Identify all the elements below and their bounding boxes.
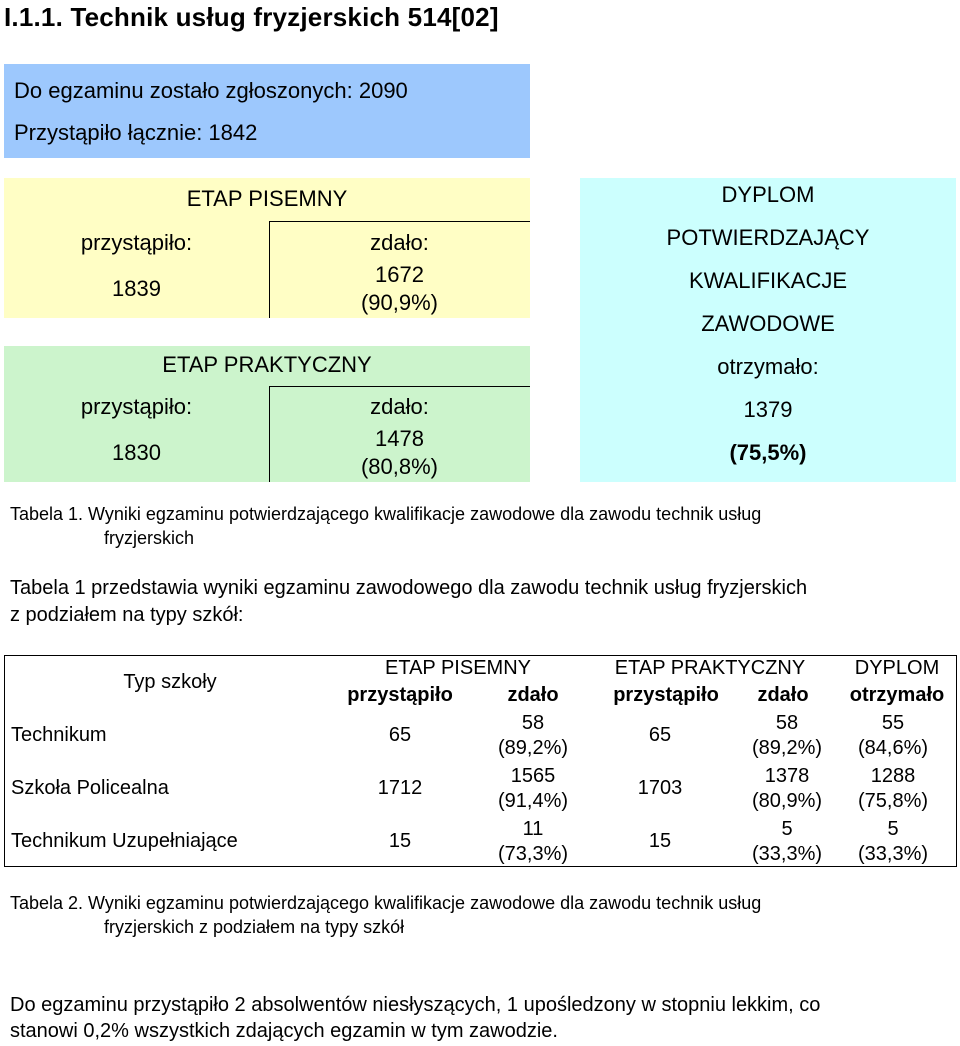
row-practical-passed: 5 bbox=[781, 818, 793, 840]
row-diploma-received: 1288 bbox=[870, 765, 916, 787]
row-written-attended: 15 bbox=[388, 830, 412, 852]
table1-caption-line2: fryzjerskich bbox=[104, 528, 195, 548]
table2-caption-line2: fryzjerskich z podziałem na typy szkół bbox=[104, 917, 405, 937]
results-table bbox=[4, 655, 957, 867]
header-diploma: DYPLOM bbox=[854, 657, 940, 679]
row-written-passed: 11 bbox=[522, 818, 544, 840]
diploma-received-label: otrzymało: bbox=[717, 354, 819, 379]
footer-line1: Do egzaminu przystąpiło 2 absolwentów niesłyszących, 1 upośledzony w stopniu lekkim, co bbox=[10, 994, 821, 1016]
intro-line2: z podziałem na typy szkół: bbox=[10, 604, 244, 626]
sub-header-passed-practical: zdało bbox=[757, 684, 809, 706]
diploma-line-2: POTWIERDZAJĄCY bbox=[666, 225, 870, 250]
row-school-name: Technikum bbox=[11, 724, 107, 746]
sub-header-passed-written: zdało bbox=[507, 684, 559, 706]
diploma-line-4: ZAWODOWE bbox=[701, 311, 835, 336]
sub-header-attended-practical: przystąpiło bbox=[613, 684, 719, 706]
divider bbox=[269, 221, 530, 222]
row-written-passed: 1565 bbox=[510, 765, 556, 787]
row-school-name: Technikum Uzupełniające bbox=[11, 830, 238, 852]
row-written-passed-pct: (73,3%) bbox=[497, 843, 569, 865]
attended-count: Przystąpiło łącznie: 1842 bbox=[14, 120, 258, 145]
sub-header-attended-written: przystąpiło bbox=[347, 684, 453, 706]
summary-box bbox=[4, 64, 530, 158]
row-diploma-received: 5 bbox=[887, 818, 899, 840]
row-diploma-received: 55 bbox=[881, 712, 905, 734]
row-practical-attended: 1703 bbox=[637, 777, 683, 799]
row-practical-passed-pct: (33,3%) bbox=[751, 843, 823, 865]
table2-caption-line1: Tabela 2. Wyniki egzaminu potwierdzającego kwalifikacje zawodowe dla zawodu technik usług bbox=[10, 893, 762, 913]
diploma-line-1: DYPLOM bbox=[721, 182, 815, 207]
row-diploma-received-pct: (84,6%) bbox=[857, 737, 929, 759]
diploma-received-pct: (75,5%) bbox=[729, 440, 807, 465]
row-practical-attended: 15 bbox=[648, 830, 672, 852]
row-diploma-received-pct: (75,8%) bbox=[857, 790, 929, 812]
row-practical-passed: 1378 bbox=[764, 765, 810, 787]
practical-passed-value: 1478 bbox=[375, 426, 424, 451]
diploma-line-3: KWALIFIKACJE bbox=[688, 268, 848, 293]
row-diploma-received-pct: (33,3%) bbox=[857, 843, 929, 865]
row-practical-passed-pct: (80,9%) bbox=[751, 790, 823, 812]
sub-header-received: otrzymało bbox=[849, 684, 945, 706]
divider bbox=[269, 386, 530, 387]
footer-line2: stanowi 0,2% wszystkich zdających egzamin w tym zawodzie. bbox=[10, 1020, 558, 1042]
row-practical-passed: 58 bbox=[775, 712, 799, 734]
written-stage-box bbox=[4, 178, 530, 318]
row-written-passed-pct: (89,2%) bbox=[497, 737, 569, 759]
table1-caption-line1: Tabela 1. Wyniki egzaminu potwierdzającego kwalifikacje zawodowe dla zawodu technik usług bbox=[10, 504, 762, 524]
diploma-received-value: 1379 bbox=[743, 397, 793, 422]
row-written-passed: 58 bbox=[521, 712, 545, 734]
practical-stage-box bbox=[4, 346, 530, 482]
practical-stage-title: ETAP PRAKTYCZNY bbox=[162, 352, 372, 377]
row-written-passed-pct: (91,4%) bbox=[497, 790, 569, 812]
header-written: ETAP PISEMNY bbox=[385, 657, 531, 679]
page-heading: I.1.1. Technik usług fryzjerskich 514[02] bbox=[4, 2, 499, 32]
practical-passed-label: zdało: bbox=[370, 394, 429, 419]
written-attended-value: 1839 bbox=[112, 276, 161, 301]
practical-attended-label: przystąpiło: bbox=[80, 394, 193, 419]
row-written-attended: 1712 bbox=[377, 777, 423, 799]
row-practical-attended: 65 bbox=[648, 724, 672, 746]
row-school-name: Szkoła Policealna bbox=[11, 777, 169, 799]
intro-line1: Tabela 1 przedstawia wyniki egzaminu zawodowego dla zawodu technik usług fryzjerskich bbox=[10, 577, 808, 599]
header-school-type: Typ szkoły bbox=[123, 671, 217, 693]
written-passed-label: zdało: bbox=[370, 230, 429, 255]
written-stage-title: ETAP PISEMNY bbox=[186, 186, 348, 211]
practical-passed-pct: (80,8%) bbox=[360, 454, 439, 479]
row-practical-passed-pct: (89,2%) bbox=[751, 737, 823, 759]
diploma-box bbox=[580, 178, 956, 482]
practical-attended-value: 1830 bbox=[112, 440, 161, 465]
row-written-attended: 65 bbox=[388, 724, 412, 746]
written-passed-value: 1672 bbox=[375, 262, 424, 287]
header-practical: ETAP PRAKTYCZNY bbox=[614, 657, 806, 679]
written-passed-pct: (90,9%) bbox=[360, 290, 439, 315]
registered-count: Do egzaminu zostało zgłoszonych: 2090 bbox=[14, 78, 408, 103]
written-attended-label: przystąpiło: bbox=[80, 230, 193, 255]
